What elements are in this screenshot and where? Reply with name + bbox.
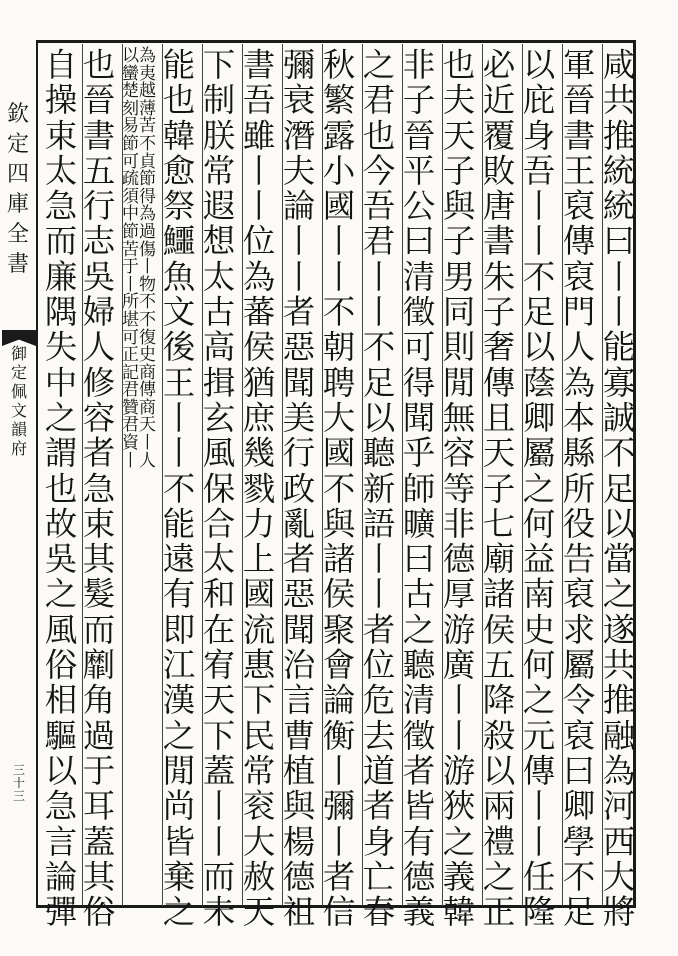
text-column-13: 以為蠻夷楚越刻薄易苦節不可貞疏節須得中為節過苦傷于丨丨物所不堪不可復正史記商君傳贊商君天資丨丨人 — [122, 46, 156, 471]
text-column-11: 下制朕常遐想太古高揖玄風保合太和在宥天下蓋丨丨而未 — [202, 46, 236, 932]
page-margin — [0, 44, 36, 906]
text-column-3: 以庇身吾丨丨不足以蔭卿屬之何益南史何之元傳丨丨任隆 — [522, 46, 556, 932]
running-title: 欽定四庫全書 — [6, 102, 29, 277]
text-column-6: 非子晉平公曰清徵可得聞乎師曠曰古之聽清徵者皆有德義 — [402, 46, 436, 932]
text-column-8: 秋繁露小國丨丨不朝聘大國不與諸侯聚會論衡丨彌丨者信 — [322, 46, 356, 932]
text-column-1: 咸共推統統曰丨丨能寡誠不足以當之遂共推融為河西大將 — [602, 46, 636, 932]
text-column-2: 軍晉書王裒傳裒門人為本縣所役告裒求屬令裒曰卿學不足 — [562, 46, 596, 932]
text-column-15: 自操束太急而廉隅失中之謂也故吳之風俗相驅以急言論彈 — [44, 46, 78, 932]
text-column-4: 必近覆敗唐書朱子奢傳且天子七廟諸侯五降殺以兩禮之正 — [482, 46, 516, 932]
text-column-10: 書吾雖丨丨位為蕃侯猶庶幾戮力上國流惠下民常衮大赦天 — [242, 46, 276, 932]
text-column-5: 也夫天子與子男同則閒無容等非德厚游廣丨丨游狹之義韓 — [442, 46, 476, 932]
page-number: 三十三 — [12, 763, 25, 803]
text-column-14: 也晉書五行志吳婦人修容者急束其髮而劘角過于耳蓋其俗 — [82, 46, 116, 932]
text-column-7: 之君也今吾君丨丨不足以聽新語丨丨者位危去道者身亡春 — [362, 46, 396, 932]
text-column-12: 能也韓愈祭鱷魚文後王丨丨不能遠有即江漢之閒尚皆棄之 — [162, 46, 196, 932]
text-column-9: 彌衰潛夫論丨丨者惡聞美行政亂者惡聞治言曹植與楊德祖 — [282, 46, 316, 932]
book-title: 御定佩文韻府 — [10, 344, 27, 458]
